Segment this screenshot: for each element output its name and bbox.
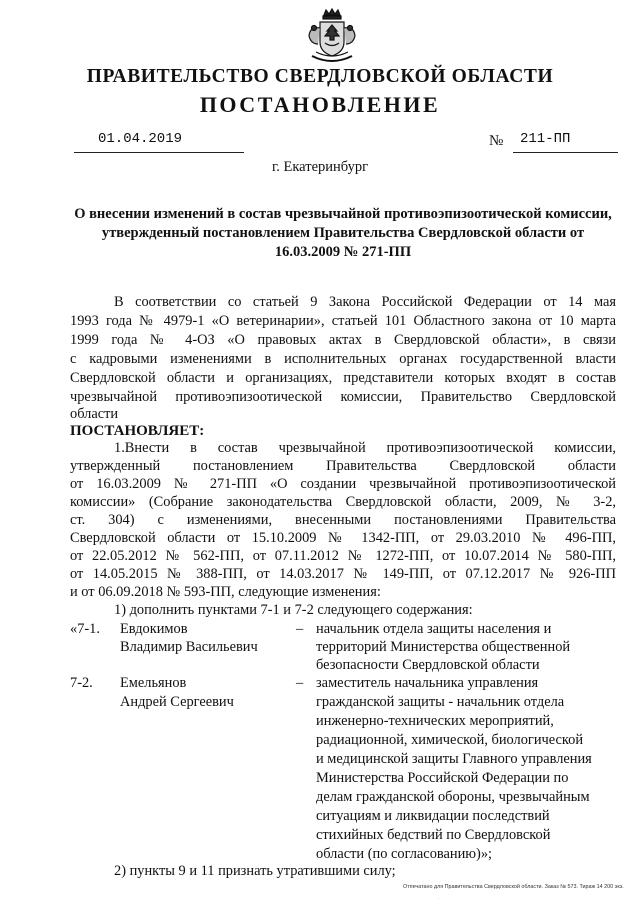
number-sign: №: [489, 133, 504, 149]
entry-description-line: территорий Министерства общественной: [316, 639, 571, 655]
entry-description-line: делам гражданской обороны, чрезвычайным: [316, 789, 590, 805]
preamble-line: В соответствии со статьей 9 Закона Российской Федерации от 14 мая: [114, 294, 616, 310]
entry-description-line: начальник отдела защиты населения и: [316, 621, 552, 637]
item-line: утвержденный постановлением Правительства Свердловской области: [70, 458, 616, 474]
entry-description-line: радиационной, химической, биологической: [316, 732, 584, 748]
scan-speck: ·: [438, 896, 440, 901]
item-line: Свердловской области от 15.10.2009 № 1342-ПП, от 29.03.2010 № 496-ПП,: [70, 530, 616, 546]
coat-of-arms-icon: [306, 8, 358, 66]
preamble-line: Свердловской области и организациях, представители которых входят в состав: [70, 370, 616, 386]
entry-surname: Емельянов: [120, 675, 187, 691]
item-line: от 22.05.2012 № 562-ПП, от 07.11.2012 № 1272-ПП, от 10.07.2014 № 580-ПП,: [70, 548, 616, 564]
entry-number: «7-1.: [70, 621, 100, 637]
entry-dash: –: [296, 621, 304, 637]
item-line: от 14.05.2015 № 388-ПП, от 14.03.2017 № 149-ПП, от 07.12.2017 № 926-ПП: [70, 566, 616, 582]
entry-description-line: заместитель начальника управления: [316, 675, 539, 691]
entry-description-line: инженерно-технических мероприятий,: [316, 713, 554, 729]
preamble-line: с кадровыми изменениями в исполнительных органах государственной власти: [70, 351, 616, 367]
entry-description-line: стихийных бедствий по Свердловской: [316, 827, 551, 843]
item-line: ст. 304) с изменениями, внесенными постановлениями Правительства: [70, 512, 616, 528]
entry-number: 7-2.: [70, 675, 93, 691]
decree-title: О внесении изменений в состав чрезвычайной противоэпизоотической комиссии, утвержденный постановлением Правительства Свердловской области от 16.03.2009 № 271-ПП: [74, 206, 612, 260]
entry-dash: –: [296, 675, 304, 691]
item-line: комиссии» (Собрание законодательства Свердловской области, 2009, № 3-2,: [70, 494, 616, 510]
preamble-line: 1999 года № 4-ОЗ «О правовых актах в Свердловской области», в связи: [70, 332, 616, 348]
government-name: ПРАВИТЕЛЬСТВО СВЕРДЛОВСКОЙ ОБЛАСТИ: [86, 66, 554, 87]
entry-given-names: Владимир Васильевич: [120, 639, 258, 655]
entry-given-names: Андрей Сергеевич: [120, 694, 234, 710]
preamble-line: области: [70, 406, 119, 422]
item-line: от 16.03.2009 № 271-ПП «О создании чрезвычайной противоэпизоотической: [70, 476, 616, 492]
entry-description-line: Министерства Российской Федерации по: [316, 770, 569, 786]
city: г. Екатеринбург: [271, 159, 369, 175]
item-line: и от 06.09.2018 № 593-ПП, следующие изменения:: [70, 584, 381, 600]
decree-date: 01.04.2019: [98, 131, 183, 147]
number-underline: [513, 152, 618, 153]
item-line: 1.Внести в состав чрезвычайной противоэпизоотической комиссии,: [114, 440, 616, 456]
preamble-line: 1993 года № 4979-1 «О ветеринарии», статьей 101 Областного закона от 10 марта: [70, 313, 616, 329]
preamble-line: чрезвычайной противоэпизоотической комиссии, Правительство Свердловской: [70, 389, 616, 405]
decree-number: 211-ПП: [520, 131, 571, 147]
resolves-heading: ПОСТАНОВЛЯЕТ:: [70, 423, 205, 439]
print-imprint: Отпечатано для Правительства Свердловской области. Заказ № 573. Тираж 14 200 экз.: [403, 884, 624, 890]
subitem-1: 1) дополнить пунктами 7-1 и 7-2 следующего содержания:: [114, 602, 473, 618]
entry-description-line: гражданской защиты - начальник отдела: [316, 694, 565, 710]
date-underline: [74, 152, 244, 153]
document-type: ПОСТАНОВЛЕНИЕ: [199, 92, 441, 117]
entry-description-line: области (по согласованию)»;: [316, 846, 493, 862]
entry-description-line: безопасности Свердловской области: [316, 657, 540, 673]
entry-description-line: и медицинской защиты Главного управления: [316, 751, 592, 767]
entry-description-line: ситуациям и ликвидации последствий: [316, 808, 550, 824]
entry-surname: Евдокимов: [120, 621, 188, 637]
subitem-2: 2) пункты 9 и 11 признать утратившими силу;: [114, 863, 396, 879]
